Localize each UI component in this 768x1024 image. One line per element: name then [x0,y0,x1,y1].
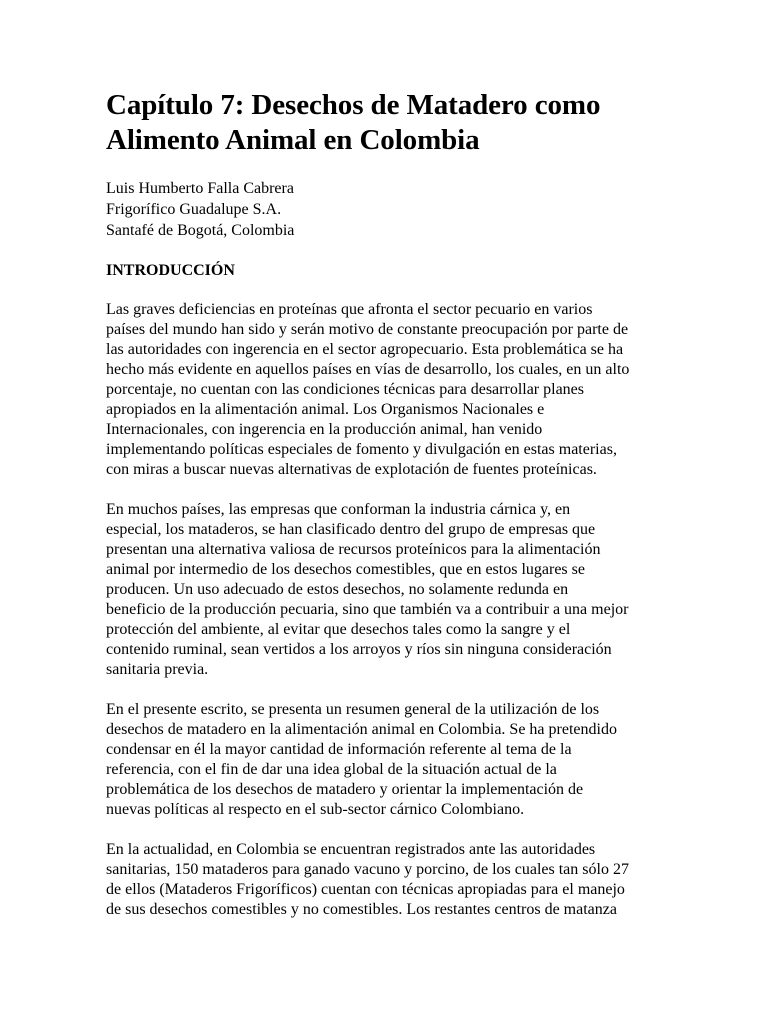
paragraph [106,700,686,820]
paragraph-line: implementando políticas especiales de fomento y divulgación en estas materias, [106,441,617,458]
paragraph-line: Internacionales, con ingerencia en la producción animal, han venido [106,421,543,438]
paragraph-line: beneficio de la producción pecuaria, sino que también va a contribuir a una mejor [106,601,629,618]
paragraph-line: condensar en él la mayor cantidad de información referente al tema de la [106,741,572,758]
paragraph-line: En el presente escrito, se presenta un resumen general de la utilización de los [106,701,600,718]
section-heading: INTRODUCCIÓN [106,262,235,279]
paragraph-line: con miras a buscar nuevas alternativas de explotación de fuentes proteínicas. [106,461,597,478]
paragraph-line: En muchos países, las empresas que conforman la industria cárnica y, en [106,501,571,518]
author-name: Luis Humberto Falla Cabrera [106,180,294,197]
paragraph [106,300,686,480]
author-organization: Frigorífico Guadalupe S.A. [106,201,282,218]
paragraph-line: de sus desechos comestibles y no comestibles. Los restantes centros de matanza [106,901,617,918]
author-block [106,178,686,241]
paragraph-line: porcentaje, no cuentan con las condiciones técnicas para desarrollar planes [106,381,585,398]
paragraph-line: referencia, con el fin de dar una idea global de la situación actual de la [106,761,557,778]
paragraph-line: presentan una alternativa valiosa de recursos proteínicos para la alimentación [106,541,601,558]
paragraph-line: de ellos (Mataderos Frigoríficos) cuentan con técnicas apropiadas para el manejo [106,881,625,898]
chapter-title-line-1: Capítulo 7: Desechos de Matadero como [106,89,601,121]
paragraph-line: sanitarias, 150 mataderos para ganado vacuno y porcino, de los cuales tan sólo 27 [106,861,629,878]
chapter-title [106,88,686,158]
paragraph-line: En la actualidad, en Colombia se encuentran registrados ante las autoridades [106,841,596,858]
paragraph-line: sanitaria previa. [106,661,209,678]
paragraph-line: desechos de matadero en la alimentación animal en Colombia. Se ha pretendido [106,721,617,738]
paragraph-line: las autoridades con ingerencia en el sector agropecuario. Esta problemática se ha [106,341,624,358]
paragraph-line: Las graves deficiencias en proteínas que afronta el sector pecuario en varios [106,301,593,318]
chapter-title-line-2: Alimento Animal en Colombia [106,124,480,156]
paragraph-line: nuevas políticas al respecto en el sub-sector cárnico Colombiano. [106,801,525,818]
paragraph-line: hecho más evidente en aquellos países en vías de desarrollo, los cuales, en un alto [106,361,630,378]
paragraph-line: países del mundo han sido y serán motivo de constante preocupación por parte de [106,321,629,338]
paragraph-line: protección del ambiente, al evitar que desechos tales como la sangre y el [106,621,571,638]
paragraph-line: apropiados en la alimentación animal. Los Organismos Nacionales e [106,401,545,418]
paragraph [106,840,686,920]
paragraph-line: especial, los mataderos, se han clasificado dentro del grupo de empresas que [106,521,596,538]
paragraph-line: producen. Un uso adecuado de estos desechos, no solamente redunda en [106,581,569,598]
paragraph-line: animal por intermedio de los desechos comestibles, que en estos lugares se [106,561,585,578]
paragraph-line: problemática de los desechos de matadero y orientar la implementación de [106,781,584,798]
document-page [106,88,686,920]
paragraph [106,500,686,680]
body-text [106,300,686,920]
author-location: Santafé de Bogotá, Colombia [106,222,295,239]
paragraph-line: contenido ruminal, sean vertidos a los arroyos y ríos sin ninguna consideración [106,641,612,658]
